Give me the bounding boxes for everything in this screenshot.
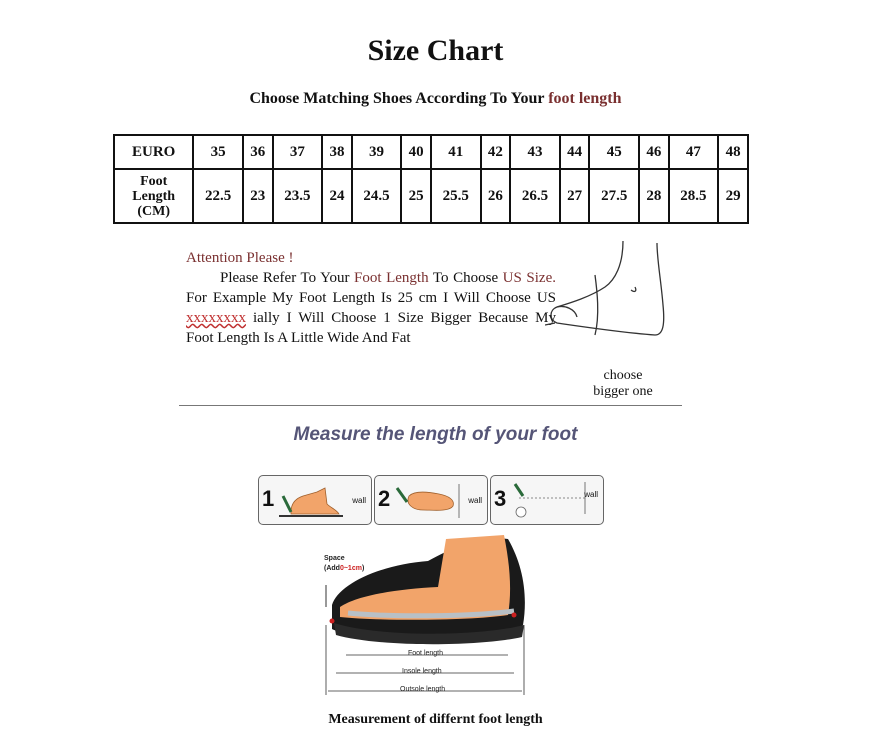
ruler-step-3-icon xyxy=(509,480,589,520)
attention-highlight: xxxxxxxx xyxy=(186,310,246,326)
length-cell: 24 xyxy=(322,169,352,223)
length-cell: 25 xyxy=(401,169,431,223)
divider xyxy=(179,405,682,406)
length-cell: 22.5 xyxy=(193,169,242,223)
step-2-panel xyxy=(374,475,488,525)
choose-note-line: bigger one xyxy=(593,384,653,399)
step-number: 1 xyxy=(262,486,275,511)
length-cell: 26 xyxy=(481,169,511,223)
wall-label: wall xyxy=(352,496,366,505)
space-close: ) xyxy=(361,565,365,572)
space-label: Space xyxy=(324,555,345,562)
space-add-text: (Add xyxy=(324,565,340,572)
foot-side-illustration xyxy=(545,235,675,365)
attention-text: For Example My Foot Length Is 25 cm I Will Choose US xyxy=(186,290,556,306)
space-range: 0~1cm xyxy=(339,565,362,572)
length-header-line: Length xyxy=(132,188,176,204)
subtitle xyxy=(0,90,871,108)
foot-length-label: Foot length xyxy=(408,650,444,657)
shoe-diagram xyxy=(318,525,538,700)
euro-cell: 41 xyxy=(431,135,480,169)
step-number: 3 xyxy=(494,486,507,511)
foot-step-2-icon xyxy=(393,482,463,520)
length-cell: 23.5 xyxy=(273,169,322,223)
step-number: 2 xyxy=(378,486,391,511)
euro-cell: 42 xyxy=(481,135,511,169)
attention-text: ially I Will Choose 1 Size Bigger Because My Foot Length Is A Little Wide And Fat xyxy=(186,310,556,346)
attention-text: To Choose xyxy=(428,270,503,286)
attention-note xyxy=(186,248,556,348)
choose-note xyxy=(583,368,663,400)
size-table xyxy=(113,134,749,224)
length-cell: 25.5 xyxy=(431,169,480,223)
length-cell: 24.5 xyxy=(352,169,401,223)
euro-cell: 48 xyxy=(718,135,748,169)
euro-cell: 35 xyxy=(193,135,242,169)
wall-label: wall xyxy=(468,496,482,505)
euro-cell: 40 xyxy=(401,135,431,169)
space-add-label xyxy=(324,565,364,572)
wall-label: wall xyxy=(584,490,598,499)
subtitle-accent: foot length xyxy=(548,90,622,107)
length-cell: 28.5 xyxy=(669,169,718,223)
length-cell: 23 xyxy=(243,169,273,223)
length-cell: 27 xyxy=(560,169,590,223)
attention-accent: US Size. xyxy=(502,270,556,286)
euro-row xyxy=(114,135,748,169)
step-1-panel xyxy=(258,475,372,525)
length-cell: 26.5 xyxy=(510,169,559,223)
euro-cell: 47 xyxy=(669,135,718,169)
euro-cell: 37 xyxy=(273,135,322,169)
length-header-line: (CM) xyxy=(137,203,171,219)
euro-cell: 46 xyxy=(639,135,669,169)
euro-cell: 38 xyxy=(322,135,352,169)
measure-title: Measure the length of your foot xyxy=(293,424,578,445)
euro-cell: 36 xyxy=(243,135,273,169)
outsole-length-label: Outsole length xyxy=(400,686,446,693)
foot-step-1-icon xyxy=(277,482,347,520)
insole-length-label: Insole length xyxy=(402,668,442,675)
length-header xyxy=(114,169,193,223)
length-cell: 27.5 xyxy=(589,169,638,223)
subtitle-prefix: Choose Matching Shoes According To Your xyxy=(249,90,549,107)
length-header-line: Foot xyxy=(140,173,168,189)
attention-text: Please Refer To Your xyxy=(220,270,355,286)
euro-cell: 45 xyxy=(589,135,638,169)
euro-cell: 44 xyxy=(560,135,590,169)
euro-cell: 39 xyxy=(352,135,401,169)
step-3-panel xyxy=(490,475,604,525)
attention-accent: Foot Length xyxy=(354,270,429,286)
euro-cell: 43 xyxy=(510,135,559,169)
diagram-caption: Measurement of differnt foot length xyxy=(328,712,543,727)
length-cell: 29 xyxy=(718,169,748,223)
euro-header: EURO xyxy=(114,135,193,169)
length-row xyxy=(114,169,748,223)
length-cell: 28 xyxy=(639,169,669,223)
page-title: Size Chart xyxy=(367,34,504,67)
attention-heading: Attention Please ! xyxy=(186,250,294,266)
choose-note-line: choose xyxy=(603,368,643,383)
